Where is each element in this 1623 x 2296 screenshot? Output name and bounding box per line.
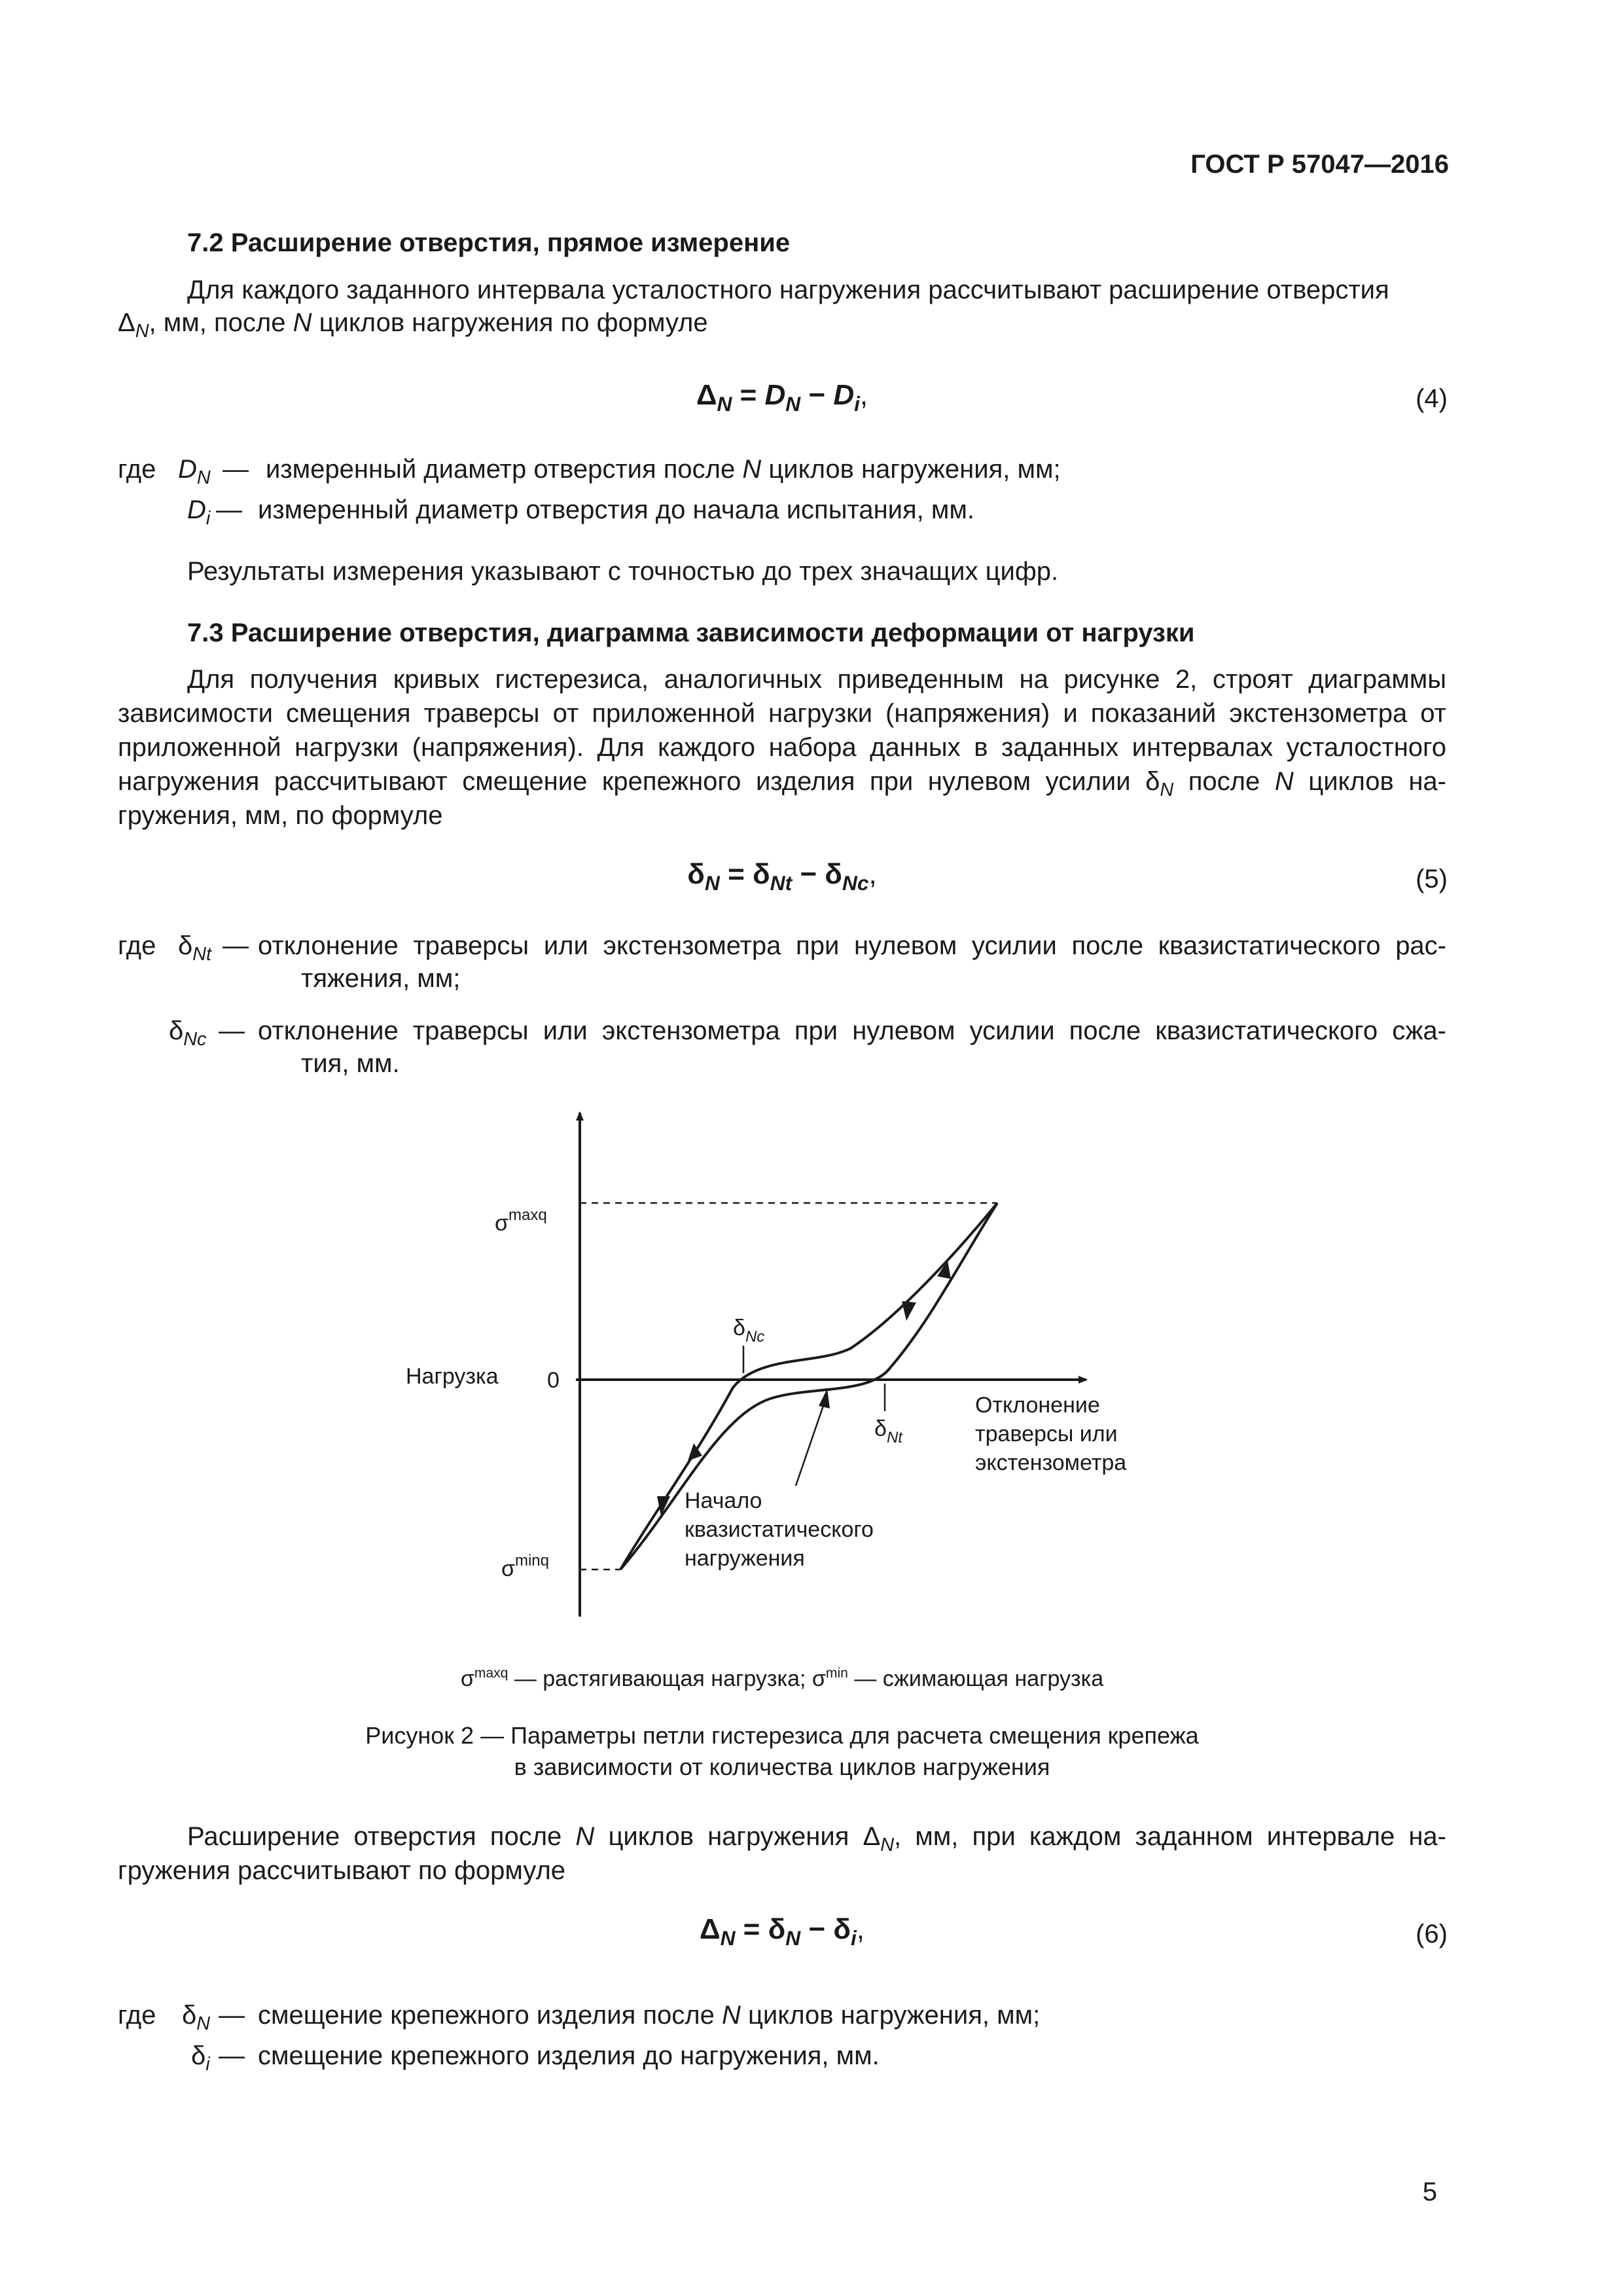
section-7-2-title: 7.2 Расширение отверстия, прямое измерение xyxy=(187,228,791,257)
x-axis-label-line1: Отклонение xyxy=(975,1393,1100,1418)
section-7-2-paragraph: Для каждого заданного интервала усталостного нагружения рассчитывают расширение отверстия $\Delta_N$, мм, после N циклов нагружения по формуле xyxy=(118,276,1389,342)
start-pointer-line xyxy=(796,1402,825,1486)
equation-number-6: (6) xyxy=(1416,1920,1448,1948)
where-word: где xyxy=(118,455,156,484)
x-axis-label-line3: экстензометра xyxy=(975,1450,1127,1475)
hysteresis-loop-diagram xyxy=(366,1106,1178,1630)
delta-nt-label: $\delta_{Nt}$ xyxy=(874,1416,902,1446)
start-label-line1: Начало xyxy=(685,1488,762,1513)
unloading-arrow-upper xyxy=(902,1301,916,1321)
y-axis-label: Нагрузка xyxy=(406,1364,499,1389)
loading-curve xyxy=(620,1203,997,1570)
section-7-3-title: 7.3 Расширение отверстия, диаграмма зависимости деформации от нагрузки xyxy=(187,619,1195,647)
start-label-line3: нагружения xyxy=(685,1546,805,1571)
unloading-curve xyxy=(620,1203,997,1570)
formula-4: $\Delta_N = D_N - D_i$, xyxy=(696,379,868,416)
where-item-Di: измеренный диаметр отверстия до начала испытания, мм. xyxy=(258,495,974,524)
sigma-min-label: $\sigma^{minq}$ xyxy=(501,1552,550,1581)
where-item-delta-Nc: отклонение траверсы или экстензометра при нулевом усилии после квазистатического сжа- тия, мм. xyxy=(258,1016,1446,1078)
figure-legend: $\sigma^{maxq}$ — растягивающая нагрузка; $\sigma^{min}$ — сжимающая нагрузка xyxy=(460,1665,1104,1691)
figure-caption: Рисунок 2 — Параметры петли гистерезиса для расчета смещения крепежа в зависимости от количества циклов нагружения xyxy=(365,1722,1199,1780)
sigma-max-label: $\sigma^{maxq}$ xyxy=(495,1206,547,1236)
delta-nc-label: $\delta_{Nc}$ xyxy=(733,1316,765,1346)
start-label-line2: квазистатического xyxy=(685,1517,874,1542)
equation-number-5: (5) xyxy=(1416,865,1448,893)
where-item-delta-Nt: отклонение траверсы или экстензометра при нулевом усилии после квазистатического рас- тяжения, мм; xyxy=(258,931,1446,993)
equation-number-4: (4) xyxy=(1416,384,1448,413)
where-item-delta-i: смещение крепежного изделия до нагружения, мм. xyxy=(258,2041,880,2070)
where-item-DN: измеренный диаметр отверстия после N циклов нагружения, мм; xyxy=(266,455,1061,484)
where-item-delta-N: смещение крепежного изделия после N циклов нагружения, мм; xyxy=(258,2001,1041,2030)
after-figure-paragraph: Расширение отверстия после N циклов нагружения $\Delta_N$, мм, при каждом заданном интервале на- гружения рассчитывают по формуле xyxy=(118,1822,1446,1885)
section-7-3-paragraph: Для получения кривых гистерезиса, аналогичных приведенным на рисунке 2, строят диаграммы зависимости смещения траверсы от приложенной нагрузки (напряжения) и показаний экстензометра от приложенной нагрузки (напряжения). Для каждого набора данных в заданных интервалах усталостного нагружения рассчитывают смещение крепежного изделия при нулевом усилии $\delta_N$ после N циклов на- гружения, мм, по формуле xyxy=(118,665,1446,830)
zero-label: 0 xyxy=(547,1368,560,1393)
x-axis-label-line2: траверсы или xyxy=(975,1422,1118,1446)
formula-6: $\Delta_N = \delta_N - \delta_i$, xyxy=(699,1913,865,1950)
result-precision-note: Результаты измерения указывают с точностью до трех значащих цифр. xyxy=(187,557,1059,586)
page-number: 5 xyxy=(1422,2178,1437,2206)
delta-symbol: Δ xyxy=(118,308,135,337)
start-pointer-arrow xyxy=(819,1389,830,1408)
document-standard-header: ГОСТ Р 57047—2016 xyxy=(1190,150,1449,179)
formula-5: $\delta_N = \delta_{Nt} - \delta_{Nc}$, xyxy=(687,858,877,895)
